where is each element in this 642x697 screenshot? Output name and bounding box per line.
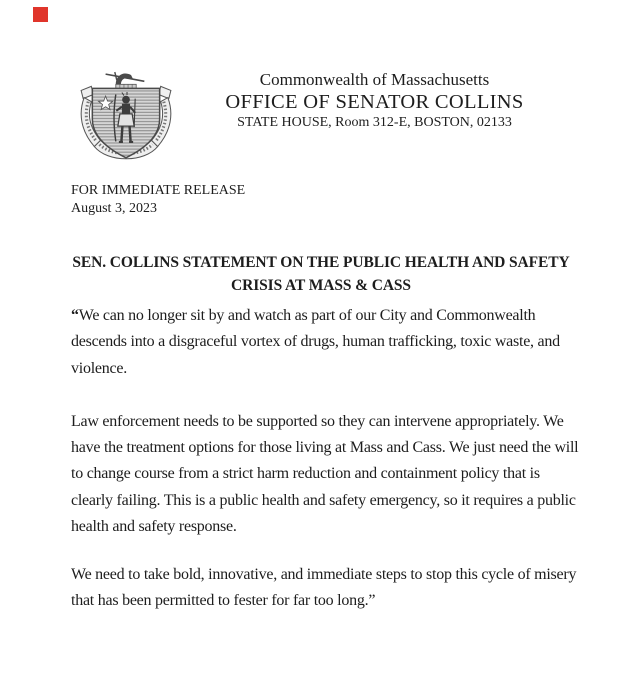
paragraph-2 [71, 409, 578, 541]
release-date: August 3, 2023 [71, 200, 157, 216]
lead-quote: “ [71, 307, 79, 324]
text-line: health and safety response. [71, 518, 237, 536]
text-line: descends into a disgraceful vortex of drugs, human trafficking, toxic waste, and [71, 333, 560, 351]
text-line: clearly failing. This is a public health and safety emergency, so it requires a public [71, 491, 576, 509]
headline-line-1: SEN. COLLINS STATEMENT ON THE PUBLIC HEALTH AND SAFETY [72, 254, 570, 271]
text-line: Law enforcement needs to be supported so they can intervene appropriately. We [71, 412, 564, 430]
text-line: that has been permitted to fester for far too long.” [71, 592, 376, 610]
statement-body [71, 303, 578, 614]
red-square-marker [33, 7, 48, 22]
text-line: have the treatment options for those living at Mass and Cass. We just need the will [71, 439, 579, 457]
headline [0, 251, 642, 297]
release-notice: FOR IMMEDIATE RELEASE [71, 183, 246, 198]
letterhead-org: Commonwealth of Massachusetts [259, 70, 490, 89]
paragraph-3 [71, 562, 578, 615]
letterhead [107, 70, 642, 131]
text-line: We need to take bold, innovative, and immediate steps to stop this cycle of misery [71, 565, 577, 583]
paragraph-1 [71, 303, 578, 382]
headline-line-2: CRISIS AT MASS & CASS [231, 277, 411, 294]
text-line: to change course from a strict harm reduction and containment policy that is [71, 465, 540, 483]
letterhead-address: STATE HOUSE, Room 312-E, BOSTON, 02133 [237, 115, 512, 130]
text-line [71, 303, 578, 329]
text-line-rest: We can no longer sit by and watch as part of our City and Commonwealth [78, 307, 536, 324]
release-block [71, 182, 245, 217]
letterhead-office: OFFICE OF SENATOR COLLINS [225, 91, 524, 113]
text-line: violence. [71, 359, 127, 377]
